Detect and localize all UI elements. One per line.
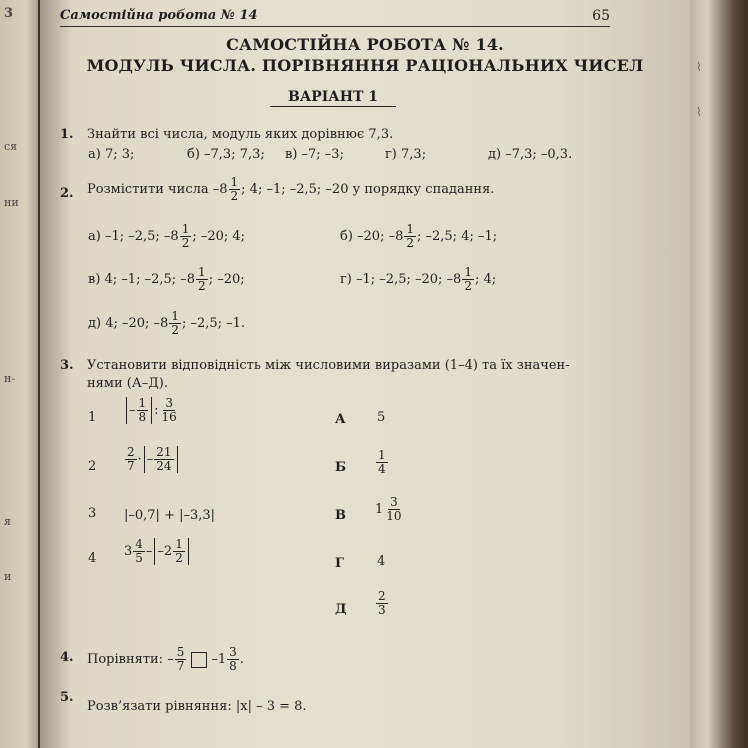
answer-value: 5: [377, 410, 386, 425]
task-number: 3.: [60, 358, 74, 373]
task-1-option-v: в) –7; –3;: [285, 147, 344, 162]
task-2-option-v: [88, 266, 245, 293]
fraction: [180, 223, 192, 250]
absolute-value: [154, 538, 188, 565]
expression-4: [124, 538, 191, 565]
denominator: 4: [378, 462, 386, 476]
expression-label: 1: [88, 410, 97, 425]
fraction: [133, 538, 145, 565]
sign: –: [129, 403, 136, 418]
denominator: 10: [386, 509, 402, 523]
fraction: [196, 266, 208, 293]
variant-heading: ВАРІАНТ 1: [270, 89, 396, 107]
fraction: [404, 223, 416, 250]
answer-value: 4: [377, 554, 386, 569]
answer-letter: Д: [335, 602, 347, 617]
denominator: 8: [138, 410, 147, 424]
numerator: 1: [378, 448, 386, 462]
fraction: [169, 310, 181, 337]
text-part: Розмістити числа –8: [87, 182, 228, 197]
task-2-option-b: [340, 223, 497, 250]
page-number: 65: [592, 8, 610, 24]
sign: –: [157, 544, 164, 559]
task-number: 1.: [60, 127, 74, 142]
text-part: ; –20; 4;: [192, 229, 246, 244]
text-part: –1: [211, 652, 227, 667]
operator: :: [154, 403, 159, 418]
scribble-icon: ⌇: [696, 105, 702, 119]
task-3-text-line-1: Установити відповідність між числовими виразами (1–4) та їх значен-: [87, 358, 570, 373]
expression-1: [124, 397, 180, 424]
task-number: 2.: [60, 186, 74, 201]
left-fragment: ся: [4, 140, 18, 153]
numerator: 1: [171, 309, 179, 323]
denominator: 2: [464, 279, 472, 293]
numerator: 2: [378, 589, 386, 603]
text-part: ; –2,5; –1.: [181, 316, 246, 331]
text-part: ; –2,5; 4; –1;: [417, 229, 498, 244]
operator: –: [145, 544, 153, 559]
answer-letter: Г: [335, 556, 344, 571]
scribble-icon: ⌇: [696, 60, 702, 74]
task-1-option-g: г) 7,3;: [385, 147, 427, 162]
expression-label: 3: [88, 506, 97, 521]
fraction: [137, 397, 149, 424]
answer-value: [375, 496, 405, 523]
text-part: б) –20; –8: [340, 229, 404, 244]
numerator: 2: [127, 445, 135, 459]
text-part: д) 4; –20; –8: [88, 316, 169, 331]
denominator: 7: [176, 659, 185, 673]
task-1-text: Знайти всі числа, модуль яких дорівнює 7,3.: [87, 127, 394, 142]
left-fragment: н-: [4, 372, 16, 385]
task-2-text: [87, 176, 494, 203]
numerator: 1: [464, 265, 472, 279]
title-line-1: САМОСТІЙНА РОБОТА № 14.: [226, 35, 504, 54]
text-part: в) 4; –1; –2,5; –8: [88, 272, 196, 287]
numerator: 1: [198, 265, 206, 279]
numerator: 4: [135, 537, 143, 551]
numerator: 21: [156, 445, 172, 459]
task-1-option-a: а) 7; 3;: [88, 147, 135, 162]
fraction: [160, 397, 179, 424]
task-2-option-a: [88, 223, 245, 250]
fraction: [384, 496, 403, 523]
numerator: 1: [175, 537, 183, 551]
left-fragment: я: [4, 515, 11, 528]
fraction: [175, 646, 187, 673]
fraction: [173, 538, 185, 565]
task-3-text-line-2: нями (А–Д).: [87, 376, 168, 391]
fraction: [125, 446, 137, 473]
title-line-2: МОДУЛЬ ЧИСЛА. ПОРІВНЯННЯ РАЦІОНАЛЬНИХ ЧИСЕЛ: [86, 56, 644, 75]
task-5-text: Розв’язати рівняння: |x| – 3 = 8.: [87, 699, 307, 714]
sign: –: [146, 452, 154, 467]
whole-part: 1: [375, 502, 384, 517]
fraction: [376, 590, 388, 617]
answer-value: [375, 449, 389, 476]
expression-label: 2: [88, 459, 97, 474]
numerator: 5: [176, 645, 185, 659]
header-title: Самостійна робота № 14: [60, 8, 258, 23]
answer-letter: Б: [335, 460, 347, 475]
answer-letter: А: [335, 412, 346, 427]
denominator: 2: [230, 189, 239, 203]
expression-3: |–0,7| + |–3,3|: [124, 508, 216, 523]
task-1-option-b: б) –7,3; 7,3;: [187, 147, 265, 162]
textbook-page: [40, 0, 690, 748]
left-fragment: и: [4, 570, 12, 583]
text-part: а) –1; –2,5; –8: [88, 229, 179, 244]
text-part: Порівняти: –: [87, 652, 174, 667]
denominator: 2: [406, 236, 414, 250]
numerator: 1: [230, 175, 239, 189]
task-number: 4.: [60, 650, 74, 665]
expression-label: 4: [88, 551, 97, 566]
denominator: 2: [181, 236, 190, 250]
denominator: 8: [229, 659, 237, 673]
whole-part: 3: [124, 544, 133, 559]
numerator: 3: [165, 396, 173, 410]
fraction: [227, 646, 239, 673]
absolute-value: [126, 397, 152, 424]
right-page-edge: [690, 0, 748, 748]
text-part: ; 4;: [474, 272, 497, 287]
denominator: 2: [198, 279, 206, 293]
denominator: 5: [135, 551, 143, 565]
absolute-value: [144, 446, 178, 473]
expression-2: [124, 446, 180, 473]
fraction: [154, 446, 173, 473]
text-part: ; 4; –1; –2,5; –20 у порядку спадання.: [241, 182, 495, 197]
left-fragment: ни: [4, 196, 19, 209]
whole-part: 2: [163, 544, 173, 559]
denominator: 7: [127, 459, 135, 473]
task-4-text: [87, 646, 244, 673]
denominator: 2: [171, 323, 179, 337]
numerator: 3: [229, 645, 237, 659]
compare-box: [191, 652, 207, 668]
operator: ·: [137, 452, 142, 467]
answer-value: [375, 590, 389, 617]
numerator: 1: [406, 222, 414, 236]
task-2-option-d: [88, 310, 245, 337]
denominator: 16: [161, 410, 177, 424]
numerator: 1: [181, 222, 190, 236]
denominator: 2: [175, 551, 183, 565]
denominator: 24: [156, 459, 172, 473]
fraction: [462, 266, 474, 293]
task-1-option-d: д) –7,3; –0,3.: [488, 147, 573, 162]
fraction: [376, 449, 388, 476]
fraction: [229, 176, 241, 203]
task-2-option-g: [340, 266, 496, 293]
text-part: г) –1; –2,5; –20; –8: [340, 272, 462, 287]
left-page-edge: [0, 0, 38, 748]
task-number: 5.: [60, 690, 74, 705]
running-header: [60, 6, 610, 27]
answer-letter: В: [335, 508, 346, 523]
numerator: 3: [390, 495, 398, 509]
text-part: ; –20;: [208, 272, 245, 287]
text-part: .: [239, 652, 244, 667]
denominator: 3: [378, 603, 386, 617]
left-fragment: 3: [4, 6, 14, 21]
numerator: 1: [138, 396, 147, 410]
